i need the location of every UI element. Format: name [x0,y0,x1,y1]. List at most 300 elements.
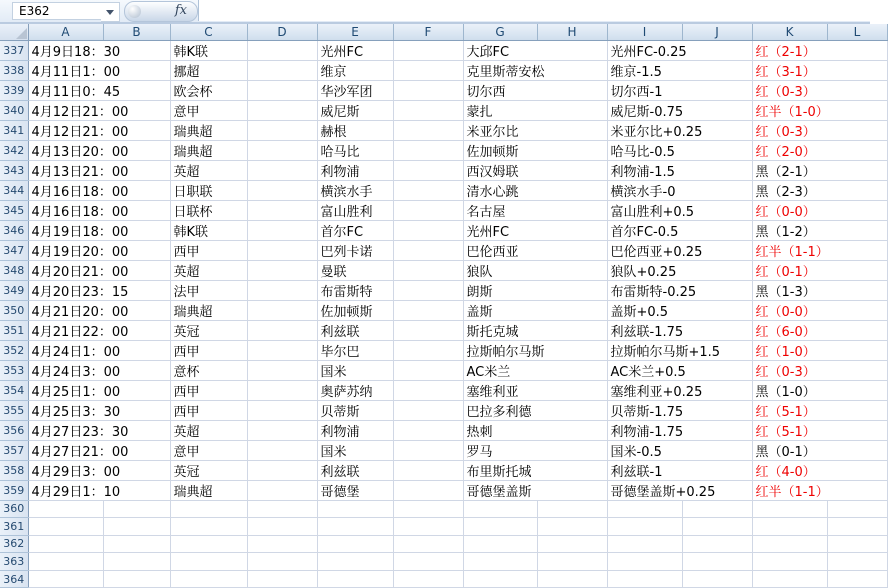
cell-home-team[interactable]: 威尼斯 [317,100,393,120]
cell-result[interactable]: 红（3-1） [752,60,887,80]
row-header-347[interactable]: 347 [0,240,28,260]
cell-match-time[interactable]: 4月24日3：00 [28,360,170,380]
cell-league[interactable]: 英超 [170,420,247,440]
cell-result[interactable]: 红半（1-1） [752,480,887,500]
cell-result[interactable]: 红半（1-0） [752,100,887,120]
cell-empty[interactable] [827,500,887,518]
cell-handicap[interactable]: 狼队+0.25 [607,260,752,280]
cell-empty[interactable] [247,440,317,460]
cell-result[interactable]: 黑（1-0） [752,380,887,400]
row-header-341[interactable]: 341 [0,120,28,140]
cell-league[interactable]: 西甲 [170,380,247,400]
cell-handicap[interactable]: 威尼斯-0.75 [607,100,752,120]
cell-handicap[interactable]: 布雷斯特-0.25 [607,280,752,300]
cell-empty[interactable] [393,340,463,360]
cell-empty[interactable] [827,570,887,588]
cell-match-time[interactable]: 4月29日1：10 [28,480,170,500]
cell-league[interactable]: 西甲 [170,400,247,420]
cell-result[interactable]: 红（0-3） [752,360,887,380]
cell-empty[interactable] [393,200,463,220]
cell-empty[interactable] [247,60,317,80]
cell-empty[interactable] [317,570,393,588]
cell-result[interactable]: 红（6-0） [752,320,887,340]
row-header-360[interactable]: 360 [0,500,28,518]
cell-match-time[interactable]: 4月21日22：00 [28,320,170,340]
row-header-348[interactable]: 348 [0,260,28,280]
cell-empty[interactable] [103,553,170,571]
cell-handicap[interactable]: 切尔西-1 [607,80,752,100]
cell-empty[interactable] [393,60,463,80]
cell-empty[interactable] [607,518,682,536]
row-header-339[interactable]: 339 [0,80,28,100]
cell-empty[interactable] [247,120,317,140]
cell-empty[interactable] [393,460,463,480]
cell-match-time[interactable]: 4月12日21：00 [28,120,170,140]
cell-home-team[interactable]: 奥萨苏纳 [317,380,393,400]
cell-home-team[interactable]: 首尔FC [317,220,393,240]
row-header-350[interactable]: 350 [0,300,28,320]
cell-match-time[interactable]: 4月21日20：00 [28,300,170,320]
cell-handicap[interactable]: 塞维利亚+0.25 [607,380,752,400]
cell-handicap[interactable]: 哥德堡盖斯+0.25 [607,480,752,500]
cell-match-time[interactable]: 4月13日21：00 [28,160,170,180]
cell-empty[interactable] [393,380,463,400]
cell-empty[interactable] [247,400,317,420]
cell-away-team[interactable]: 拉斯帕尔马斯 [463,340,607,360]
table-row [0,120,887,140]
row-header-345[interactable]: 345 [0,200,28,220]
cell-home-team[interactable]: 利物浦 [317,420,393,440]
cell-handicap[interactable]: 维京-1.5 [607,60,752,80]
cell-empty[interactable] [247,220,317,240]
cell-empty[interactable] [537,535,607,553]
cell-empty[interactable] [393,180,463,200]
cell-empty[interactable] [607,500,682,518]
column-header-f[interactable]: F [393,24,463,40]
cell-empty[interactable] [170,553,247,571]
cell-empty[interactable] [393,280,463,300]
cell-league[interactable]: 挪超 [170,60,247,80]
cell-home-team[interactable]: 毕尔巴 [317,340,393,360]
cell-handicap[interactable]: 巴伦西亚+0.25 [607,240,752,260]
cell-handicap[interactable]: 国米-0.5 [607,440,752,460]
cell-empty[interactable] [752,500,827,518]
cell-empty[interactable] [28,535,103,553]
cell-league[interactable]: 法甲 [170,280,247,300]
cell-empty[interactable] [247,420,317,440]
cell-empty[interactable] [317,535,393,553]
cell-empty[interactable] [827,535,887,553]
cell-home-team[interactable]: 维京 [317,60,393,80]
cell-away-team[interactable]: 哥德堡盖斯 [463,480,607,500]
cell-empty[interactable] [393,160,463,180]
row-header-351[interactable]: 351 [0,320,28,340]
row-header-343[interactable]: 343 [0,160,28,180]
cell-match-time[interactable]: 4月16日18：00 [28,180,170,200]
cell-empty[interactable] [682,535,752,553]
cell-away-team[interactable]: 罗马 [463,440,607,460]
cell-away-team[interactable]: 切尔西 [463,80,607,100]
cell-home-team[interactable]: 巴列卡诺 [317,240,393,260]
cell-empty[interactable] [247,535,317,553]
row-header-337[interactable]: 337 [0,40,28,60]
cell-empty[interactable] [463,553,537,571]
cell-empty[interactable] [247,300,317,320]
cell-away-team[interactable]: 塞维利亚 [463,380,607,400]
cell-home-team[interactable]: 赫根 [317,120,393,140]
cell-result[interactable]: 红（0-0） [752,300,887,320]
cell-empty[interactable] [247,480,317,500]
cell-empty[interactable] [393,80,463,100]
row-header-357[interactable]: 357 [0,440,28,460]
cell-league[interactable]: 韩K联 [170,40,247,60]
cell-empty[interactable] [247,460,317,480]
cell-handicap[interactable]: 贝蒂斯-1.75 [607,400,752,420]
cell-result[interactable]: 红（0-0） [752,200,887,220]
cell-league[interactable]: 瑞典超 [170,140,247,160]
cell-match-time[interactable]: 4月16日18：00 [28,200,170,220]
cell-away-team[interactable]: 巴伦西亚 [463,240,607,260]
column-header-c[interactable]: C [170,24,247,40]
cell-handicap[interactable]: 横滨水手-0 [607,180,752,200]
cell-empty[interactable] [317,553,393,571]
cell-match-time[interactable]: 4月27日21：00 [28,440,170,460]
cell-empty[interactable] [247,260,317,280]
cell-empty[interactable] [393,120,463,140]
cell-match-time[interactable]: 4月25日1：00 [28,380,170,400]
cell-league[interactable]: 英超 [170,260,247,280]
cell-home-team[interactable]: 利兹联 [317,320,393,340]
cell-empty[interactable] [247,80,317,100]
cell-empty[interactable] [393,480,463,500]
cell-empty[interactable] [463,518,537,536]
cell-away-team[interactable]: 斯托克城 [463,320,607,340]
cell-empty[interactable] [682,570,752,588]
row-header-363[interactable]: 363 [0,553,28,571]
cell-empty[interactable] [393,320,463,340]
cell-league[interactable]: 意杯 [170,360,247,380]
cell-empty[interactable] [537,518,607,536]
cell-empty[interactable] [463,535,537,553]
cell-empty[interactable] [247,553,317,571]
cell-handicap[interactable]: 盖斯+0.5 [607,300,752,320]
row-header-352[interactable]: 352 [0,340,28,360]
cell-away-team[interactable]: AC米兰 [463,360,607,380]
table-row [0,400,887,420]
cell-handicap[interactable]: 利物浦-1.75 [607,420,752,440]
cell-league[interactable]: 英冠 [170,320,247,340]
cell-empty[interactable] [103,535,170,553]
cell-empty[interactable] [827,518,887,536]
cell-home-team[interactable]: 富山胜利 [317,200,393,220]
cell-empty[interactable] [393,400,463,420]
cell-match-time[interactable]: 4月19日18：00 [28,220,170,240]
cell-away-team[interactable]: 蒙扎 [463,100,607,120]
table-row [0,340,887,360]
row-header-364[interactable]: 364 [0,570,28,588]
cell-result[interactable]: 黑（1-2） [752,220,887,240]
cell-empty[interactable] [247,380,317,400]
cell-handicap[interactable]: 利兹联-1 [607,460,752,480]
cell-match-time[interactable]: 4月20日23：15 [28,280,170,300]
cell-empty[interactable] [607,553,682,571]
select-all-corner[interactable] [0,24,28,40]
cell-home-team[interactable]: 利物浦 [317,160,393,180]
cell-empty[interactable] [247,180,317,200]
cell-empty[interactable] [317,500,393,518]
column-header-k[interactable]: K [752,24,827,40]
cell-match-time[interactable]: 4月25日3：30 [28,400,170,420]
formula-bar-chrome [0,0,870,24]
column-header-l[interactable]: L [827,24,887,40]
cell-empty[interactable] [393,220,463,240]
cell-result[interactable]: 红（5-1） [752,420,887,440]
cell-away-team[interactable]: 盖斯 [463,300,607,320]
cell-match-time[interactable]: 4月13日20：00 [28,140,170,160]
cell-home-team[interactable]: 哈马比 [317,140,393,160]
row-header-359[interactable]: 359 [0,480,28,500]
cell-home-team[interactable]: 横滨水手 [317,180,393,200]
cell-result[interactable]: 红（5-1） [752,400,887,420]
cell-empty[interactable] [247,200,317,220]
cell-empty[interactable] [170,570,247,588]
cell-handicap[interactable]: 利兹联-1.75 [607,320,752,340]
cell-match-time[interactable]: 4月27日23：30 [28,420,170,440]
column-header-b[interactable]: B [103,24,170,40]
cell-empty[interactable] [393,420,463,440]
cell-match-time[interactable]: 4月24日1：00 [28,340,170,360]
cell-away-team[interactable]: 西汉姆联 [463,160,607,180]
cell-home-team[interactable]: 布雷斯特 [317,280,393,300]
row-header-344[interactable]: 344 [0,180,28,200]
cell-handicap[interactable]: 富山胜利+0.5 [607,200,752,220]
insert-function-area[interactable] [124,1,198,22]
cell-empty[interactable] [393,240,463,260]
table-row [0,300,887,320]
cell-result[interactable]: 红（0-3） [752,80,887,100]
cell-home-team[interactable]: 国米 [317,440,393,460]
table-row [0,460,887,480]
cell-empty[interactable] [247,40,317,60]
cell-away-team[interactable]: 狼队 [463,260,607,280]
cell-league[interactable]: 日职联 [170,180,247,200]
cell-home-team[interactable]: 国米 [317,360,393,380]
cell-empty[interactable] [393,260,463,280]
cell-match-time[interactable]: 4月29日3：00 [28,460,170,480]
cell-empty[interactable] [393,518,463,536]
cell-empty[interactable] [752,535,827,553]
cell-empty[interactable] [170,518,247,536]
cell-empty[interactable] [247,518,317,536]
cell-empty[interactable] [393,360,463,380]
cell-league[interactable]: 瑞典超 [170,300,247,320]
cell-empty[interactable] [103,570,170,588]
cell-empty[interactable] [752,553,827,571]
cell-away-team[interactable]: 佐加顿斯 [463,140,607,160]
cell-result[interactable]: 红半（1-1） [752,240,887,260]
cell-empty[interactable] [247,240,317,260]
cell-home-team[interactable]: 佐加顿斯 [317,300,393,320]
cell-empty[interactable] [170,500,247,518]
cell-empty[interactable] [682,500,752,518]
cell-result[interactable]: 黑（2-3） [752,180,887,200]
cell-empty[interactable] [393,535,463,553]
drag-handle-icon [128,5,141,18]
cell-home-team[interactable]: 曼联 [317,260,393,280]
cell-home-team[interactable]: 利兹联 [317,460,393,480]
row-header-362[interactable]: 362 [0,535,28,553]
cell-result[interactable]: 红（1-0） [752,340,887,360]
column-header-d[interactable]: D [247,24,317,40]
cell-away-team[interactable]: 清水心跳 [463,180,607,200]
cell-empty[interactable] [537,553,607,571]
table-row [0,480,887,500]
cell-away-team[interactable]: 克里斯蒂安松 [463,60,607,80]
column-header-g[interactable]: G [463,24,537,40]
cell-empty[interactable] [317,518,393,536]
column-header-h[interactable]: H [537,24,607,40]
cell-empty[interactable] [393,140,463,160]
name-box-dropdown-button[interactable] [101,2,120,22]
cell-empty[interactable] [247,140,317,160]
cell-empty[interactable] [537,570,607,588]
cell-home-team[interactable]: 光州FC [317,40,393,60]
row-header-340[interactable]: 340 [0,100,28,120]
row-header-356[interactable]: 356 [0,420,28,440]
cell-handicap[interactable]: 利物浦-1.5 [607,160,752,180]
cell-empty[interactable] [247,340,317,360]
row-header-354[interactable]: 354 [0,380,28,400]
cell-empty[interactable] [28,500,103,518]
cell-away-team[interactable]: 大邱FC [463,40,607,60]
cell-empty[interactable] [393,553,463,571]
row-header-338[interactable]: 338 [0,60,28,80]
cell-home-team[interactable]: 哥德堡 [317,480,393,500]
cell-league[interactable]: 日联杯 [170,200,247,220]
cell-result[interactable]: 黑（1-3） [752,280,887,300]
cell-league[interactable]: 韩K联 [170,220,247,240]
cell-match-time[interactable]: 4月11日0：45 [28,80,170,100]
cell-match-time[interactable]: 4月9日18：30 [28,40,170,60]
cell-empty[interactable] [247,500,317,518]
cell-result[interactable]: 红（0-1） [752,260,887,280]
column-header-j[interactable]: J [682,24,752,40]
cell-league[interactable]: 欧会杯 [170,80,247,100]
cell-empty[interactable] [607,535,682,553]
cell-handicap[interactable]: 首尔FC-0.5 [607,220,752,240]
cell-league[interactable]: 瑞典超 [170,480,247,500]
cell-league[interactable]: 英冠 [170,460,247,480]
cell-result[interactable]: 黑（0-1） [752,440,887,460]
cell-empty[interactable] [247,360,317,380]
cell-handicap[interactable]: 哈马比-0.5 [607,140,752,160]
cell-empty[interactable] [28,570,103,588]
cell-league[interactable]: 西甲 [170,240,247,260]
cell-empty[interactable] [170,535,247,553]
cell-result[interactable]: 红（2-1） [752,40,887,60]
cell-empty[interactable] [393,500,463,518]
cell-empty[interactable] [607,570,682,588]
column-header-e[interactable]: E [317,24,393,40]
cell-home-team[interactable]: 贝蒂斯 [317,400,393,420]
cell-league[interactable]: 意甲 [170,440,247,460]
cell-handicap[interactable]: 米亚尔比+0.25 [607,120,752,140]
cell-away-team[interactable]: 光州FC [463,220,607,240]
cell-empty[interactable] [103,518,170,536]
row-header-361[interactable]: 361 [0,518,28,536]
cell-match-time[interactable]: 4月19日20：00 [28,240,170,260]
cell-empty[interactable] [682,553,752,571]
cell-empty[interactable] [247,160,317,180]
cell-empty[interactable] [247,570,317,588]
cell-handicap[interactable]: AC米兰+0.5 [607,360,752,380]
cell-empty[interactable] [393,440,463,460]
cell-empty[interactable] [537,500,607,518]
cell-empty[interactable] [247,100,317,120]
cell-handicap[interactable]: 光州FC-0.25 [607,40,752,60]
cell-away-team[interactable]: 巴拉多利德 [463,400,607,420]
fx-icon: fx [174,3,187,18]
cell-league[interactable]: 意甲 [170,100,247,120]
cell-empty[interactable] [752,570,827,588]
cell-result[interactable]: 黑（2-1） [752,160,887,180]
cell-away-team[interactable]: 热刺 [463,420,607,440]
cell-home-team[interactable]: 华沙军团 [317,80,393,100]
table-row [0,80,887,100]
cell-empty[interactable] [103,500,170,518]
cell-away-team[interactable]: 朗斯 [463,280,607,300]
row-header-358[interactable]: 358 [0,460,28,480]
cell-away-team[interactable]: 米亚尔比 [463,120,607,140]
name-box[interactable]: E362 [12,2,108,20]
formula-bar-input[interactable] [198,0,875,21]
cell-match-time[interactable]: 4月11日1：00 [28,60,170,80]
cell-empty[interactable] [752,518,827,536]
cell-empty[interactable] [28,553,103,571]
cell-result[interactable]: 红（0-3） [752,120,887,140]
row-header-342[interactable]: 342 [0,140,28,160]
cell-empty[interactable] [393,570,463,588]
row-header-349[interactable]: 349 [0,280,28,300]
cell-league[interactable]: 西甲 [170,340,247,360]
column-header-i[interactable]: I [607,24,682,40]
cell-empty[interactable] [827,553,887,571]
cell-empty[interactable] [393,300,463,320]
cell-empty[interactable] [682,518,752,536]
cell-away-team[interactable]: 布里斯托城 [463,460,607,480]
table-row [0,420,887,440]
cell-match-time[interactable]: 4月20日21：00 [28,260,170,280]
cell-handicap[interactable]: 拉斯帕尔马斯+1.5 [607,340,752,360]
cell-result[interactable]: 红（2-0） [752,140,887,160]
cell-league[interactable]: 瑞典超 [170,120,247,140]
cell-away-team[interactable]: 名古屋 [463,200,607,220]
cell-empty[interactable] [463,570,537,588]
cell-league[interactable]: 英超 [170,160,247,180]
row-header-355[interactable]: 355 [0,400,28,420]
cell-empty[interactable] [393,40,463,60]
cell-empty[interactable] [247,320,317,340]
row-header-353[interactable]: 353 [0,360,28,380]
column-header-a[interactable]: A [28,24,103,40]
row-header-346[interactable]: 346 [0,220,28,240]
cell-empty[interactable] [247,280,317,300]
cell-empty[interactable] [28,518,103,536]
cell-empty[interactable] [463,500,537,518]
cell-result[interactable]: 红（4-0） [752,460,887,480]
cell-match-time[interactable]: 4月12日21：00 [28,100,170,120]
cell-empty[interactable] [393,100,463,120]
